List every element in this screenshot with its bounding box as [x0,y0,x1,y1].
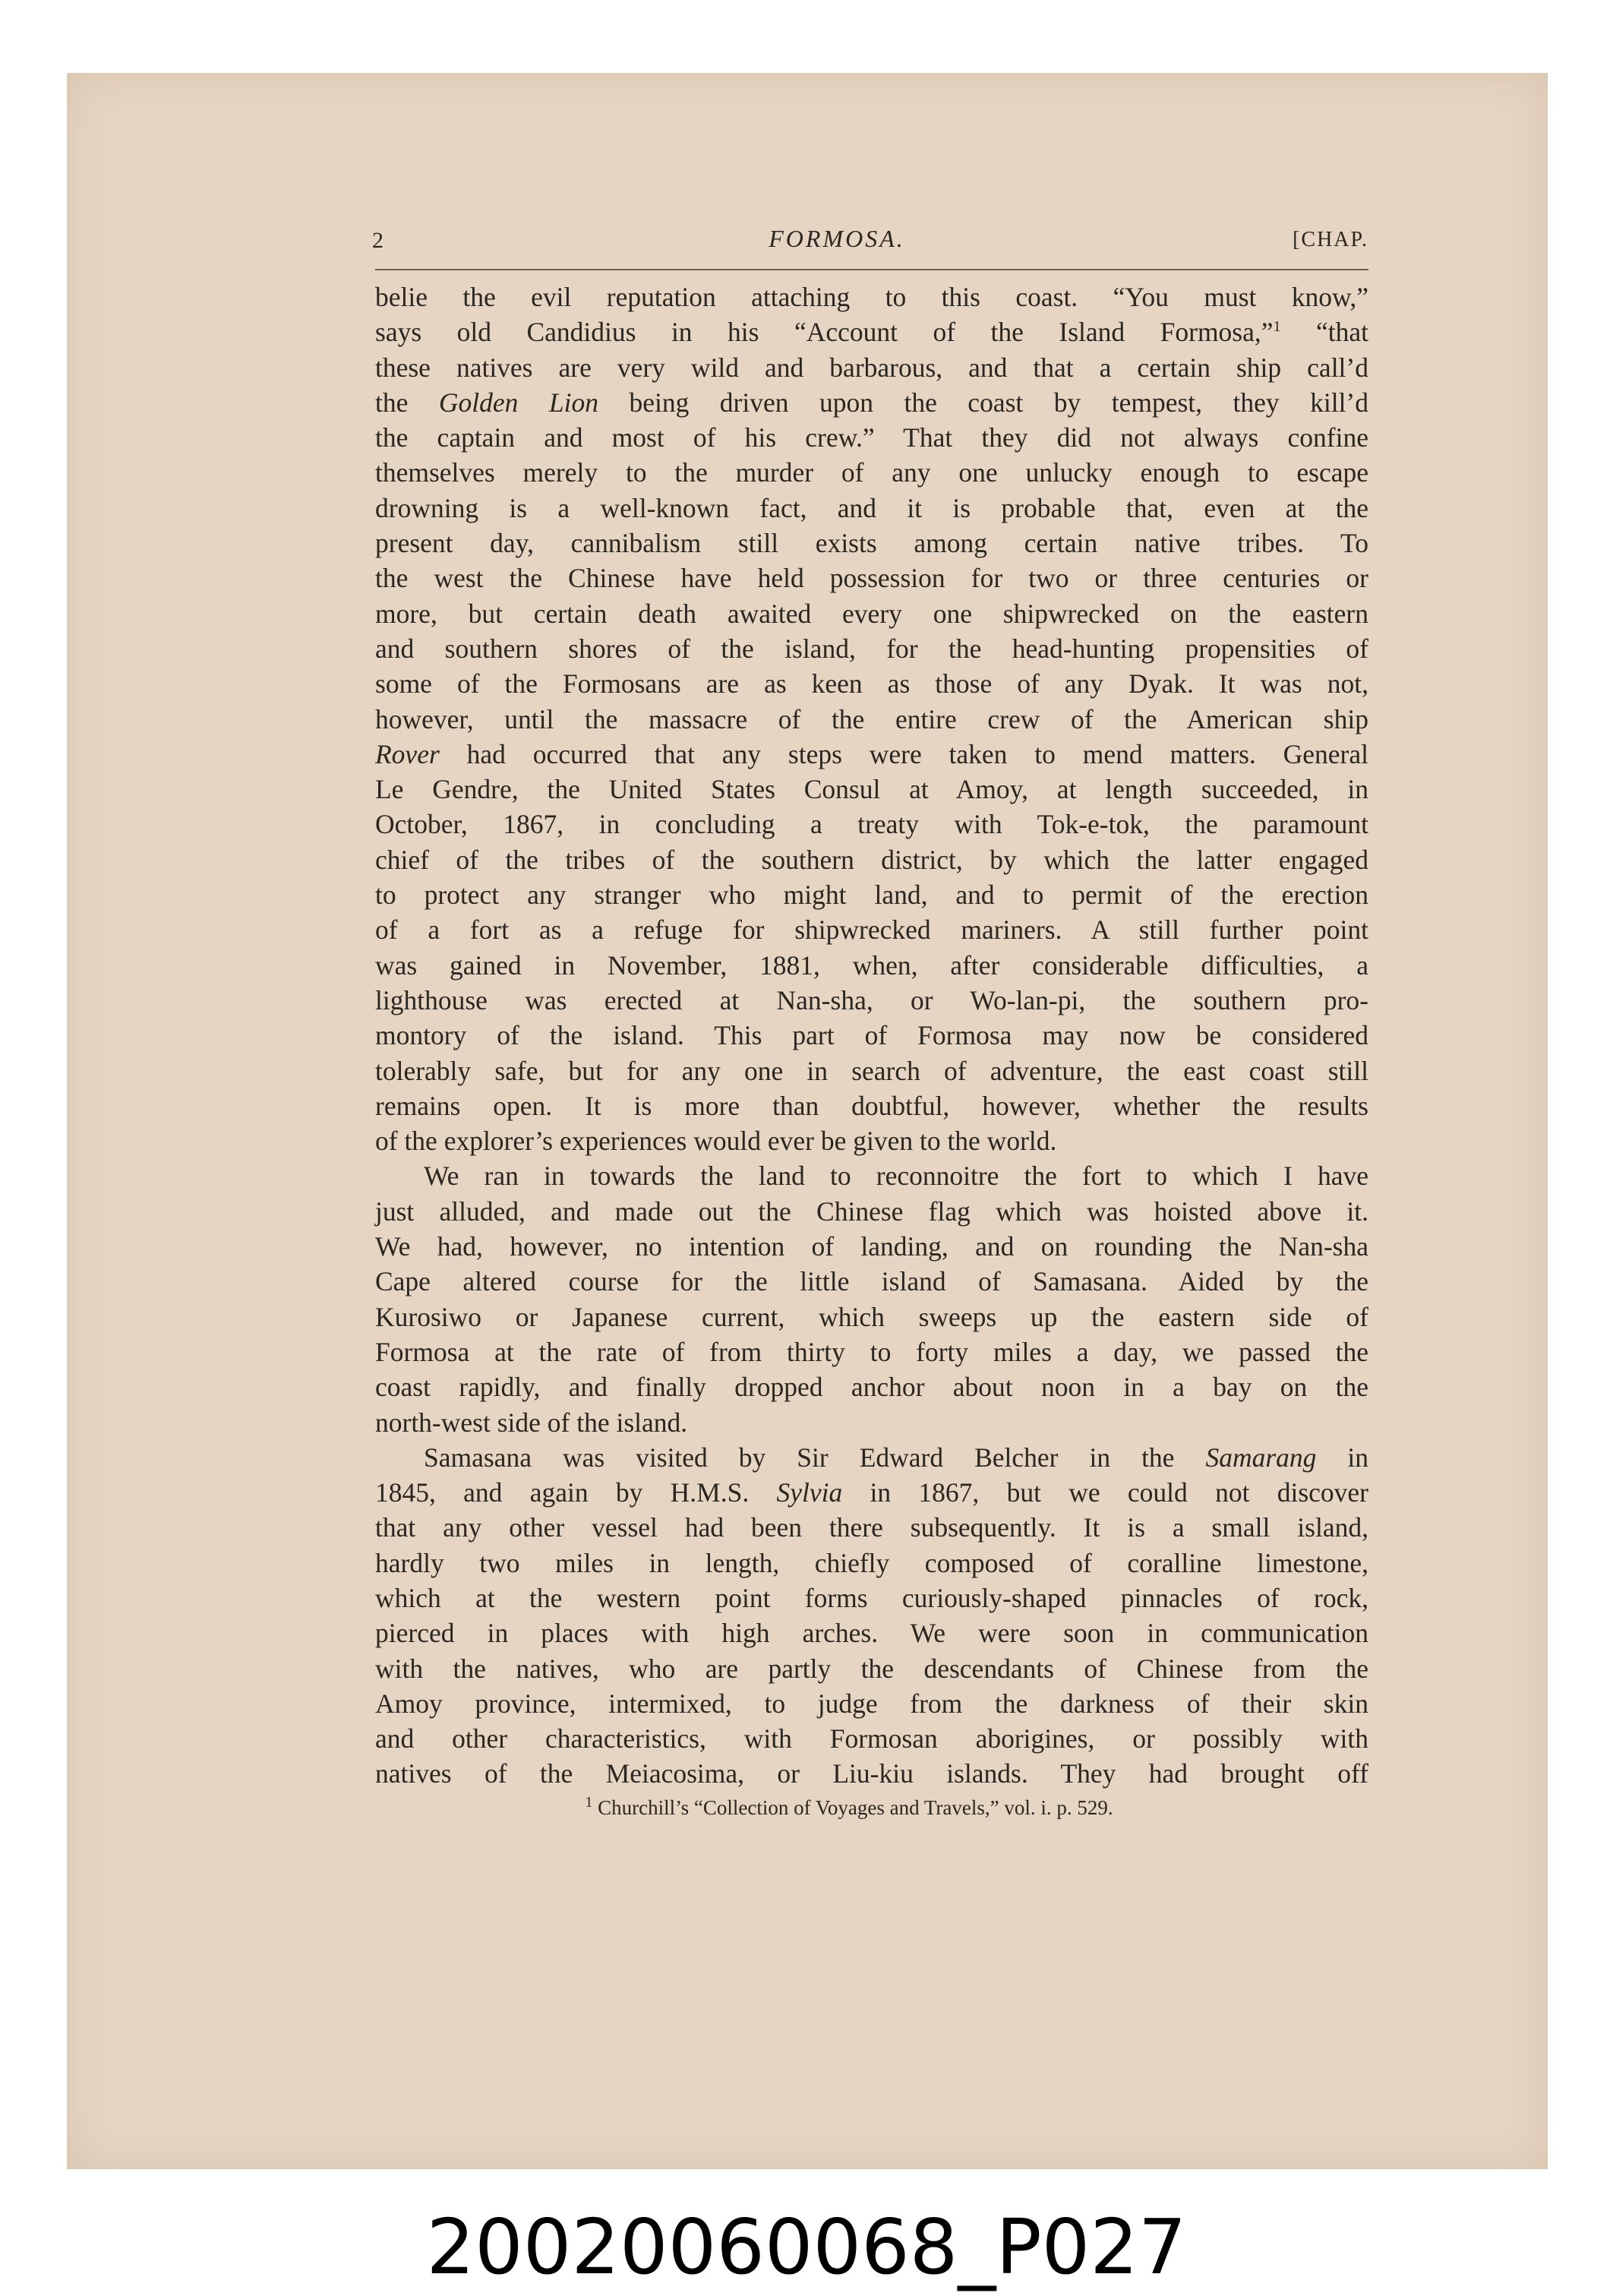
text-line [375,1721,1368,1756]
text-run: montory of the island. This part of Formosa may now be considered [375,1020,1368,1051]
header-rule [375,269,1368,270]
text-run: that any other vessel had been there subsequently. It is a small island, [375,1512,1368,1543]
footnote-reference: 1 [1273,318,1281,336]
text-run: had occurred that any steps were taken to mend matters. General [439,738,1368,769]
text-run: Samasana was visited by Sir Edward Belcher in the [424,1442,1206,1473]
text-line [375,385,1368,420]
text-line [375,1194,1368,1229]
text-run: belie the evil reputation attaching to this coast. “You must know,” [375,282,1368,312]
text-run: hardly two miles in length, chiefly composed of coralline limestone, [375,1547,1368,1578]
text-run: and southern shores of the island, for the head-hunting propensities of [375,633,1368,664]
text-run: of the explorer’s experiences would ever be given to the world. [375,1126,1057,1157]
page-header [305,225,1368,269]
text-run: We had, however, no intention of landing, and on rounding the Nan-sha [375,1231,1368,1262]
text-line [375,1300,1368,1334]
text-run: some of the Formosans are as keen as those of any Dyak. It was not, [375,668,1368,700]
text-run: chief of the tribes of the southern district, by which the latter engaged [375,844,1368,875]
text-run: north-west side of the island. [375,1407,688,1438]
text-line [375,1088,1368,1123]
text-run: the west the Chinese have held possession for two or three centuries or [375,563,1368,594]
text-run: to protect any stranger who might land, and to permit of the erection [375,880,1368,911]
text-run: Cape altered course for the little island of Samasana. Aided by the [375,1266,1368,1297]
text-run: which at the western point forms curiously-shaped pinnacles of rock, [375,1582,1368,1613]
text-line [375,420,1368,455]
text-run: tolerably safe, but for any one in search of adventure, the east coast still [375,1055,1368,1086]
text-line [375,1686,1368,1721]
text-line [375,702,1368,737]
text-line [375,1158,1368,1193]
book-page [305,225,1368,1821]
text-run: says old Candidius in his “Account of the Island Formosa,” [375,317,1274,348]
footnote-mark: 1 [585,1793,593,1811]
chapter-marker: [CHAP. [1293,228,1368,251]
text-run: in [1316,1442,1368,1473]
text-run: October, 1867, in concluding a treaty with Tok-e-tok, the paramount [375,809,1368,840]
text-run: coast rapidly, and finally dropped anchor about noon in a bay on the [375,1372,1368,1403]
text-line [375,279,1368,314]
paragraph [375,1158,1368,1439]
italic-ship-name: Rover [375,738,440,769]
text-run: themselves merely to the murder of any one unlucky enough to escape [375,457,1368,488]
text-line [375,350,1368,385]
text-run: more, but certain death awaited every one shipwrecked on the eastern [375,598,1368,629]
text-line [375,561,1368,595]
text-line [375,1264,1368,1299]
text-line [375,1369,1368,1404]
page-number: 2 [372,228,384,253]
image-caption: 20020060068_P027 [426,2203,1187,2291]
text-run: these natives are very wild and barbarous, and that a certain ship call’d [375,352,1368,383]
text-run: and other characteristics, with Formosan aborigines, or possibly with [375,1723,1368,1754]
text-line [375,1651,1368,1686]
paragraph [375,1440,1368,1792]
text-run: the [375,387,439,418]
text-line [375,1440,1368,1475]
italic-ship-name: Samarang [1205,1442,1317,1473]
text-run: We ran in towards the land to reconnoitre the fort to which I have [424,1161,1368,1192]
text-line [375,1334,1368,1369]
text-line [375,526,1368,561]
text-line [375,1229,1368,1264]
text-run: present day, cannibalism still exists among certain native tribes. To [375,528,1368,559]
text-line [375,596,1368,631]
text-line [375,1546,1368,1581]
text-run: in 1867, but we could not discover [842,1477,1368,1508]
text-run: was gained in November, 1881, when, after considerable difficulties, a [375,949,1368,981]
text-run: Amoy province, intermixed, to judge from the darkness of their skin [375,1688,1368,1719]
text-line [375,842,1368,877]
text-line [375,737,1368,772]
text-run: pierced in places with high arches. We were soon in communication [375,1618,1368,1649]
text-line [375,666,1368,701]
text-line [375,877,1368,912]
text-line [375,912,1368,947]
running-head: FORMOSA. [769,225,905,252]
text-line [375,948,1368,983]
text-run: natives of the Meiacosima, or Liu-kiu islands. They had brought off [375,1758,1368,1789]
footnote-text: Churchill’s “Collection of Voyages and Travels,” vol. i. p. 529. [598,1795,1113,1819]
text-line [375,1405,1368,1440]
text-line [375,491,1368,526]
text-run: just alluded, and made out the Chinese flag which was hoisted above it. [375,1195,1368,1227]
text-line [375,1018,1368,1053]
text-line [375,631,1368,666]
text-line [375,314,1368,349]
text-line [375,1053,1368,1088]
paragraph [375,279,1368,1158]
text-line [375,772,1368,807]
text-line [375,1581,1368,1615]
text-run: lighthouse was erected at Nan-sha, or Wo-lan-pi, the southern pro- [375,984,1368,1015]
italic-ship-name: Sylvia [776,1477,843,1508]
text-run: Le Gendre, the United States Consul at Amoy, at length succeeded, in [375,774,1368,805]
text-run: Formosa at the rate of from thirty to forty miles a day, we passed the [375,1336,1368,1367]
text-run: being driven upon the coast by tempest, they kill’d [598,387,1368,418]
italic-ship-name: Golden Lion [438,387,598,418]
text-line [375,1615,1368,1650]
text-run: 1845, and again by H.M.S. [375,1477,777,1508]
text-line [375,983,1368,1018]
text-run: remains open. It is more than doubtful, however, whether the results [375,1090,1368,1121]
text-run: drowning is a well-known fact, and it is probable that, even at the [375,492,1368,523]
text-run: the captain and most of his crew.” That they did not always confine [375,422,1368,453]
text-line [375,1756,1368,1791]
text-line [375,1123,1368,1158]
text-line [375,807,1368,842]
text-run: “that [1280,317,1368,348]
text-line [375,455,1368,490]
text-line [375,1475,1368,1510]
text-run: with the natives, who are partly the descendants of Chinese from the [375,1653,1368,1684]
text-line [375,1510,1368,1545]
footnote [375,1795,1368,1821]
text-run: however, until the massacre of the entire crew of the American ship [375,703,1368,734]
body-text [375,279,1368,1792]
text-run: Kurosiwo or Japanese current, which sweeps up the eastern side of [375,1301,1368,1332]
text-run: of a fort as a refuge for shipwrecked mariners. A still further point [375,914,1368,946]
